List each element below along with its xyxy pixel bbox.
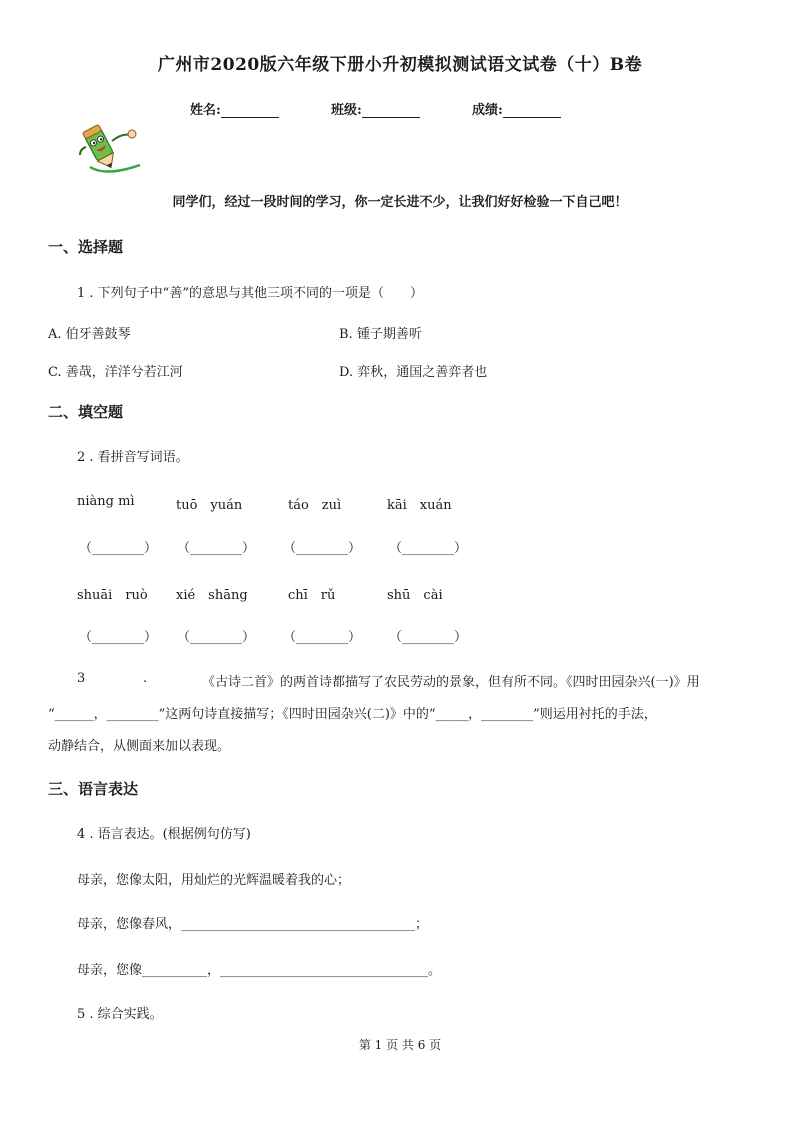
question-4-stem: 4 . 语言表达。(根据例句仿写) [77, 827, 251, 842]
pinyin-item: niàng mì [77, 494, 135, 509]
question-3-number: 3 [77, 671, 86, 686]
pinyin-item: táo zuì [288, 498, 342, 513]
pinyin-item: shū cài [387, 588, 443, 603]
question-4-example: 母亲，您像太阳，用灿烂的光辉温暖着我的心； [77, 873, 351, 888]
question-1-option-a[interactable]: A. 伯牙善鼓琴 [48, 327, 131, 342]
pinyin-item: tuō yuán [176, 498, 243, 513]
class-field [331, 99, 420, 118]
question-3-line-2[interactable]: “______，________”这两句诗直接描写；《四时田园杂兴(二)》中的“_____，________”则运用衬托的手法， [48, 707, 657, 722]
question-4-line-2[interactable]: 母亲，您像春风，____________________________________； [77, 917, 429, 932]
section-heading-fill: 二、填空题 [48, 403, 124, 421]
section-heading-choice: 一、选择题 [48, 238, 124, 256]
answer-blank[interactable]: （________） [177, 630, 256, 645]
question-3-line-3: 动静结合，从侧面来加以表现。 [48, 739, 231, 754]
score-label: 成绩: [472, 103, 503, 118]
pinyin-item: xié shāng [176, 588, 248, 603]
question-5-stem: 5 . 综合实践。 [77, 1007, 163, 1022]
question-3-line-1: 《古诗二首》的两首诗都描写了农民劳动的景象，但有所不同。《四时田园杂兴(一)》用 [202, 675, 700, 690]
name-label: 姓名: [190, 103, 221, 118]
class-label: 班级: [331, 103, 362, 118]
class-blank [362, 103, 420, 118]
pinyin-item: kāi xuán [387, 498, 452, 513]
question-1-option-c[interactable]: C. 善哉，洋洋兮若江河 [48, 365, 183, 380]
score-field [472, 99, 561, 118]
answer-blank[interactable]: （________） [389, 541, 468, 556]
question-3-dot: . [143, 671, 148, 686]
answer-blank[interactable]: （________） [283, 630, 362, 645]
greeting-text: 同学们，经过一段时间的学习，你一定长进不少，让我们好好检验一下自己吧！ [172, 195, 628, 210]
name-blank [221, 103, 279, 118]
score-blank [503, 103, 561, 118]
question-1-stem: 1 . 下列句子中“善”的意思与其他三项不同的一项是（ ） [77, 286, 423, 301]
name-field [190, 99, 279, 118]
question-2-stem: 2 . 看拼音写词语。 [77, 450, 189, 465]
question-4-line-3[interactable]: 母亲，您像__________，________________________________。 [77, 963, 442, 978]
pencil-mascot-icon [76, 121, 146, 181]
answer-blank[interactable]: （________） [177, 541, 256, 556]
section-heading-expression: 三、语言表达 [48, 780, 139, 798]
page-footer: 第 1 页 共 6 页 [358, 1038, 442, 1052]
question-1-option-b[interactable]: B. 锺子期善听 [339, 327, 422, 342]
page-title: 广州市2020版六年级下册小升初模拟测试语文试卷（十）B卷 [157, 55, 643, 75]
pinyin-item: shuāi ruò [77, 588, 148, 603]
answer-blank[interactable]: （________） [79, 541, 158, 556]
answer-blank[interactable]: （________） [389, 630, 468, 645]
pinyin-item: chī rǔ [288, 588, 336, 603]
answer-blank[interactable]: （________） [79, 630, 158, 645]
question-1-option-d[interactable]: D. 弈秋，通国之善弈者也 [339, 365, 488, 380]
answer-blank[interactable]: （________） [283, 541, 362, 556]
